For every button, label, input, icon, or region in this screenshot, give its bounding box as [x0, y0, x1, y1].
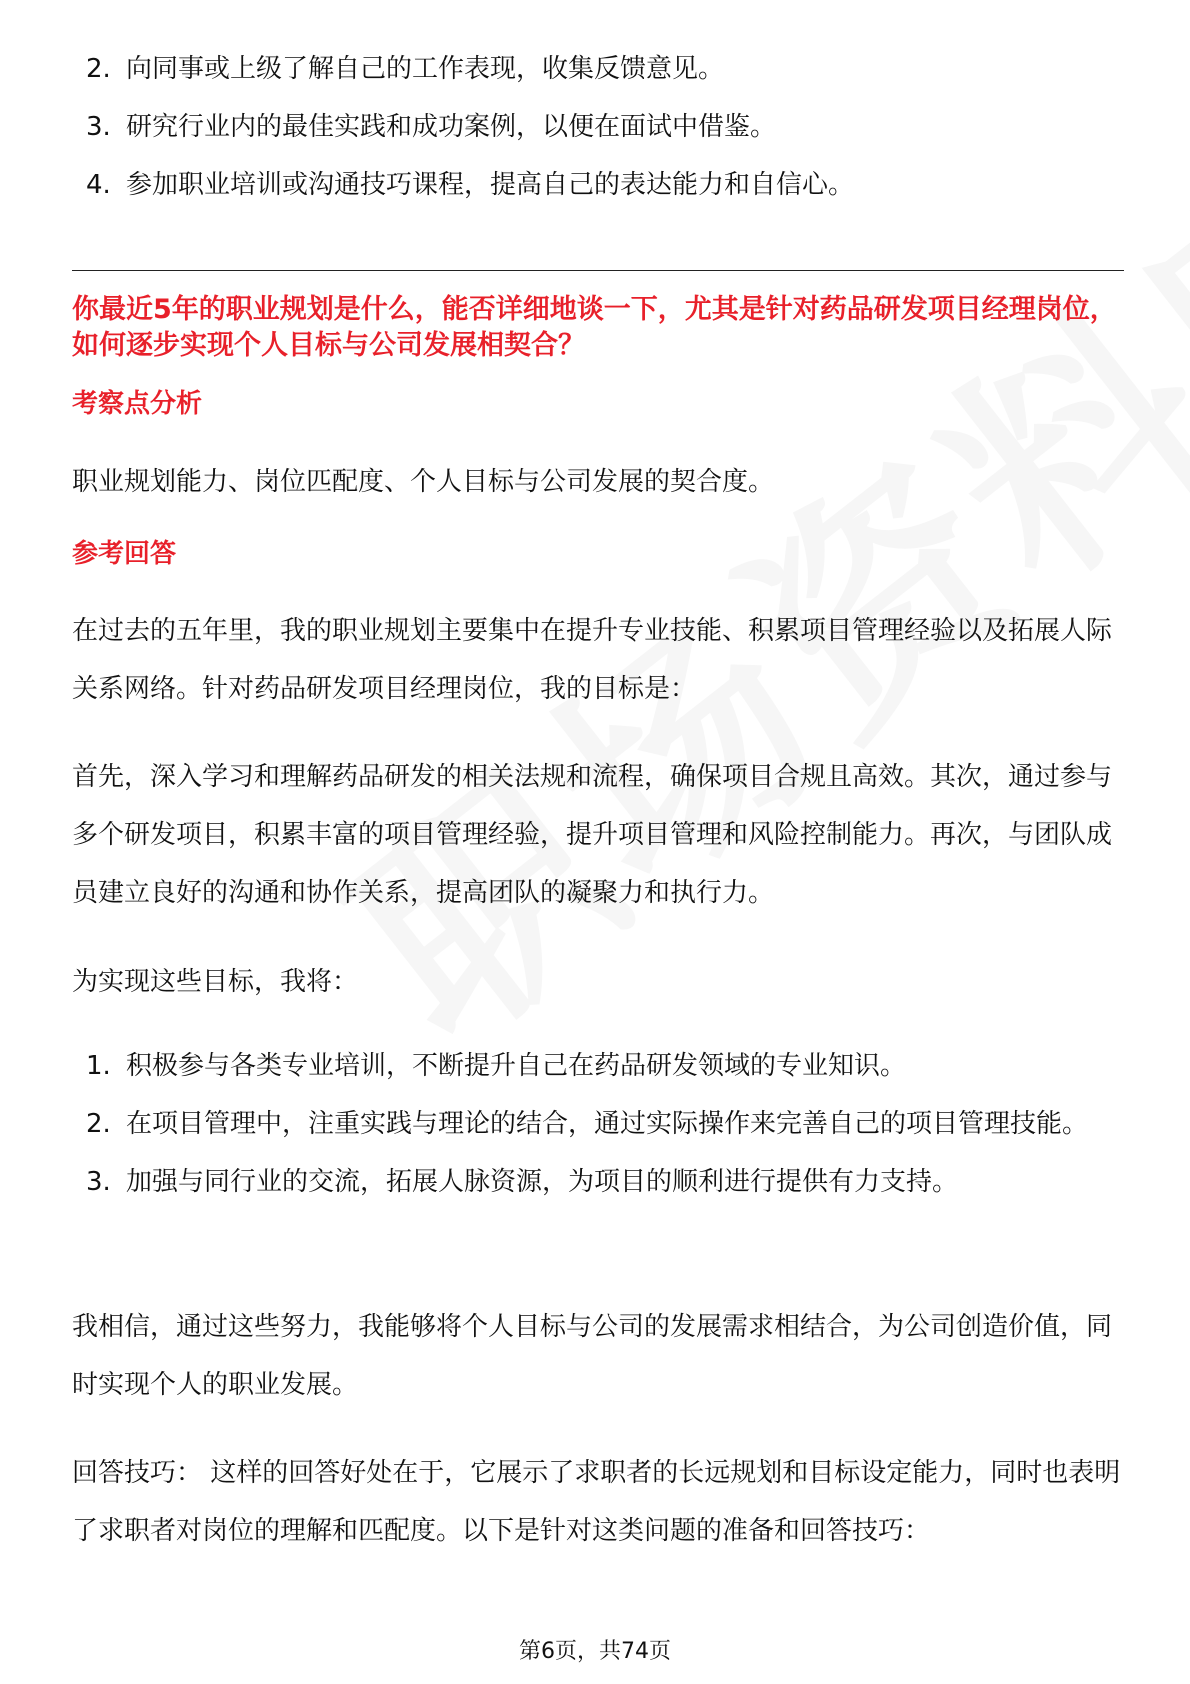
page-footer: 第6页，共74页 — [519, 1639, 671, 1664]
list-item: 1. 积极参与各类专业培训，不断提升自己在药品研发领域的专业知识。 — [86, 1051, 907, 1081]
answer-paragraph-2: 首先，深入学习和理解药品研发的相关法规和流程，确保项目合规且高效。其次，通过参与多个研发项目，积累丰富的项目管理经验，提升项目管理和风险控制能力。再次，与团队成员建立良好的沟通和协作关系，提高团队的凝聚力和执行力。 — [72, 762, 1113, 908]
answer-tips: 回答技巧： 这样的回答好处在于，它展示了求职者的长远规划和目标设定能力，同时也表明了求职者对岗位的理解和匹配度。以下是针对这类问题的准备和回答技巧： — [72, 1458, 1121, 1546]
analysis-heading: 考察点分析 — [72, 389, 203, 419]
plan-numbered-list — [82, 1037, 1122, 1211]
answer-paragraph-3: 为实现这些目标，我将： — [72, 967, 359, 997]
answer-heading: 参考回答 — [72, 539, 177, 569]
list-item: 3. 加强与同行业的交流，拓展人脉资源，为项目的顺利进行提供有力支持。 — [86, 1167, 959, 1197]
top-numbered-list — [82, 40, 1122, 214]
list-item: 2. 在项目管理中，注重实践与理论的结合，通过实际操作来完善自己的项目管理技能。 — [86, 1109, 1089, 1139]
list-item: 3. 研究行业内的最佳实践和成功案例，以便在面试中借鉴。 — [86, 112, 777, 142]
answer-paragraph-4: 我相信，通过这些努力，我能够将个人目标与公司的发展需求相结合，为公司创造价值，同时实现个人的职业发展。 — [72, 1312, 1113, 1400]
question-heading: 你最近5年的职业规划是什么，能否详细地谈一下，尤其是针对药品研发项目经理岗位，如何逐步实现个人目标与公司发展相契合？ — [72, 294, 1117, 361]
analysis-text: 职业规划能力、岗位匹配度、个人目标与公司发展的契合度。 — [72, 467, 775, 497]
list-item: 2. 向同事或上级了解自己的工作表现，收集反馈意见。 — [86, 54, 725, 84]
list-item: 4. 参加职业培训或沟通技巧课程，提高自己的表达能力和自信心。 — [86, 170, 855, 200]
section-divider — [72, 270, 1124, 271]
answer-paragraph-1: 在过去的五年里，我的职业规划主要集中在提升专业技能、积累项目管理经验以及拓展人际关系网络。针对药品研发项目经理岗位，我的目标是： — [72, 616, 1113, 704]
